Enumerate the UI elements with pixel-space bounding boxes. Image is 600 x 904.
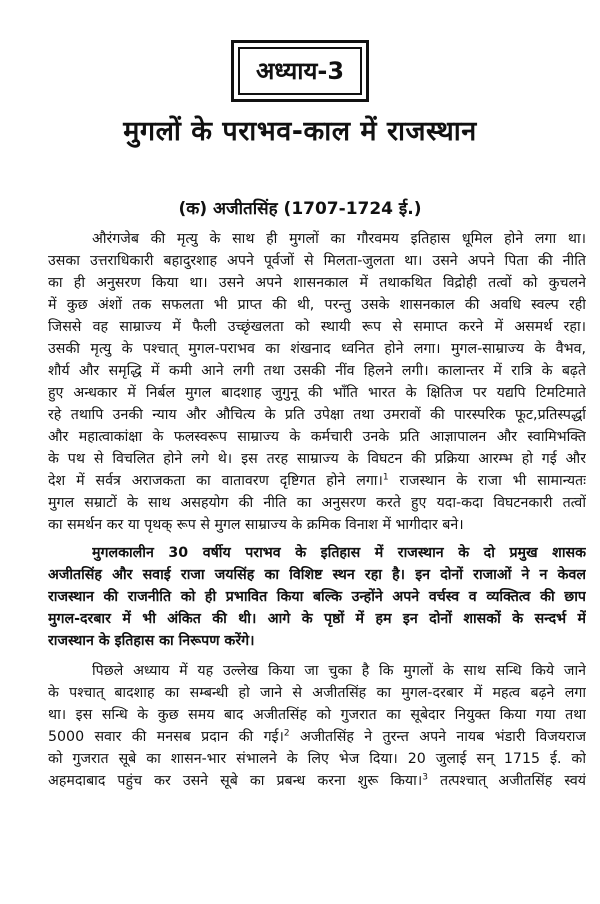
- text-line: के पथ से विचलित होने लगे थे। इस तरह साम्राज्य के विघटन की प्रक्रिया आरम्भ हो गई और: [48, 451, 586, 467]
- text-line: राजस्थान की राजनीति को ही प्रभावित किया बल्कि उन्होंने अपने वर्चस्व व व्यक्तित्व की छाप: [48, 589, 586, 605]
- text-line: जिससे वह साम्राज्य में फैली उच्छृंखलता को स्थायी रूप से समाप्त करने में असमर्थ रहा।: [48, 319, 586, 335]
- text-line: उसका उत्तराधिकारी बहादुरशाह अपने पूर्वजों से मिलता-जुलता था। उसने अपने पिता की नीति: [48, 253, 586, 269]
- text-line: को गुजरात सूबे का शासन-भार संभालने के लिए भेज दिया। 20 जुलाई सन् 1715 ई. को: [48, 751, 586, 767]
- chapter-label: अध्याय-3: [255, 57, 345, 85]
- text-line: देश में सर्वत्र अराजकता का वातावरण दृष्टिगत होने लगा।$^1$ राजस्थान के राजा भी सामान्यतः: [48, 472, 586, 489]
- text-line: अजीतसिंह और सवाई राजा जयसिंह का विशिष्ट स्थन रहा है। इन दोनों राजाओं ने न केवल: [48, 567, 586, 583]
- text-line: शौर्य और समृद्धि में कमी आने लगी तथा उसकी नींव हिलने लगी। कालान्तर में रात्रि के बढ़ते: [48, 363, 586, 379]
- footnote-ref: 2: [283, 728, 290, 739]
- page-title: मुगलों के पराभव-काल में राजस्थान: [123, 116, 477, 147]
- text-line: राजस्थान के इतिहास का निरूपण करेंगे।: [48, 633, 255, 649]
- text-line: पिछले अध्याय में यह उल्लेख किया जा चुका है कि मुगलों के साथ सन्धि किये जाने: [92, 663, 586, 679]
- text-line: 5000 सवार की मनसब प्रदान की गई।$^2$ अजीतसिंह ने तुरन्त अपने नायब भंडारी विजयराज: [48, 728, 586, 745]
- footnote-ref: 3: [422, 772, 428, 783]
- text-line: मुगलकालीन 30 वर्षीय पराभव के इतिहास में राजस्थान के दो प्रमुख शासक: [92, 545, 586, 561]
- text-line: का समर्थन कर या पृथक् रूप से मुगल साम्राज्य के क्रमिक विनाश में भागीदार बने।: [48, 517, 464, 533]
- text-line: उसकी मृत्यु के पश्चात् मुगल-पराभव का शंखनाद ध्वनित होने लगा। मुगल-साम्राज्य के वैभव,: [48, 341, 586, 357]
- text-line: के पश्चात् बादशाह का सम्बन्धी हो जाने से अजीतसिंह का मुगल-दरबार में महत्व बढ़ने लगा: [48, 685, 586, 701]
- text-line: रहे तथापि उनकी न्याय और औचित्य के प्रति उपेक्षा तथा उमरावों की पारस्परिक फूट,प्रतिस्पर्द्धा: [48, 407, 586, 423]
- text-line: अहमदाबाद पहुंच कर उसने सूबे का प्रबन्ध करना शुरू किया।$^3$ तत्पश्चात् अजीतसिंह स्वयं: [48, 772, 586, 789]
- text-line: मुगल-दरबार में भी अंकित की थी। आगे के पृष्ठों में हम इन दोनों शासकों के सन्दर्भ में: [48, 611, 586, 627]
- chapter-box: [231, 40, 369, 102]
- footnote-ref: 1: [382, 472, 389, 483]
- text-line: हुए अन्धकार में निर्बल मुगल बादशाह जुगुनू की भाँति भारत के क्षितिज पर यद्यपि टिमटिमाते: [48, 385, 586, 401]
- text-line: और महात्वाकांक्षा के फलस्वरूप साम्राज्य के कर्मचारी उनके प्रति आज्ञापालन और स्वामिभक्ति: [48, 429, 586, 445]
- section-heading: (क) अजीतसिंह (1707-1724 ई.): [178, 199, 422, 219]
- text-line: औरंगजेब की मृत्यु के साथ ही मुगलों का गौरवमय इतिहास धूमिल होने लगा था।: [92, 231, 586, 247]
- text-line: में कुछ अंशों तक सफलता भी प्राप्त की थी, परन्तु उसके शासनकाल की अवधि स्वल्प रही: [48, 297, 586, 313]
- text-line: का ही अनुसरण किया था। उसने अपने शासनकाल में तथाकथित विद्रोही तत्वों को कुचलने: [48, 275, 586, 291]
- text-line: था। इस सन्धि के कुछ समय बाद अजीतसिंह को गुजरात का सूबेदार नियुक्त किया गया तथा: [48, 707, 586, 723]
- text-line: मुगल सम्राटों के साथ असहयोग की नीति का अनुसरण करते हुए यदा-कदा विघटनकारी तत्वों: [48, 495, 586, 511]
